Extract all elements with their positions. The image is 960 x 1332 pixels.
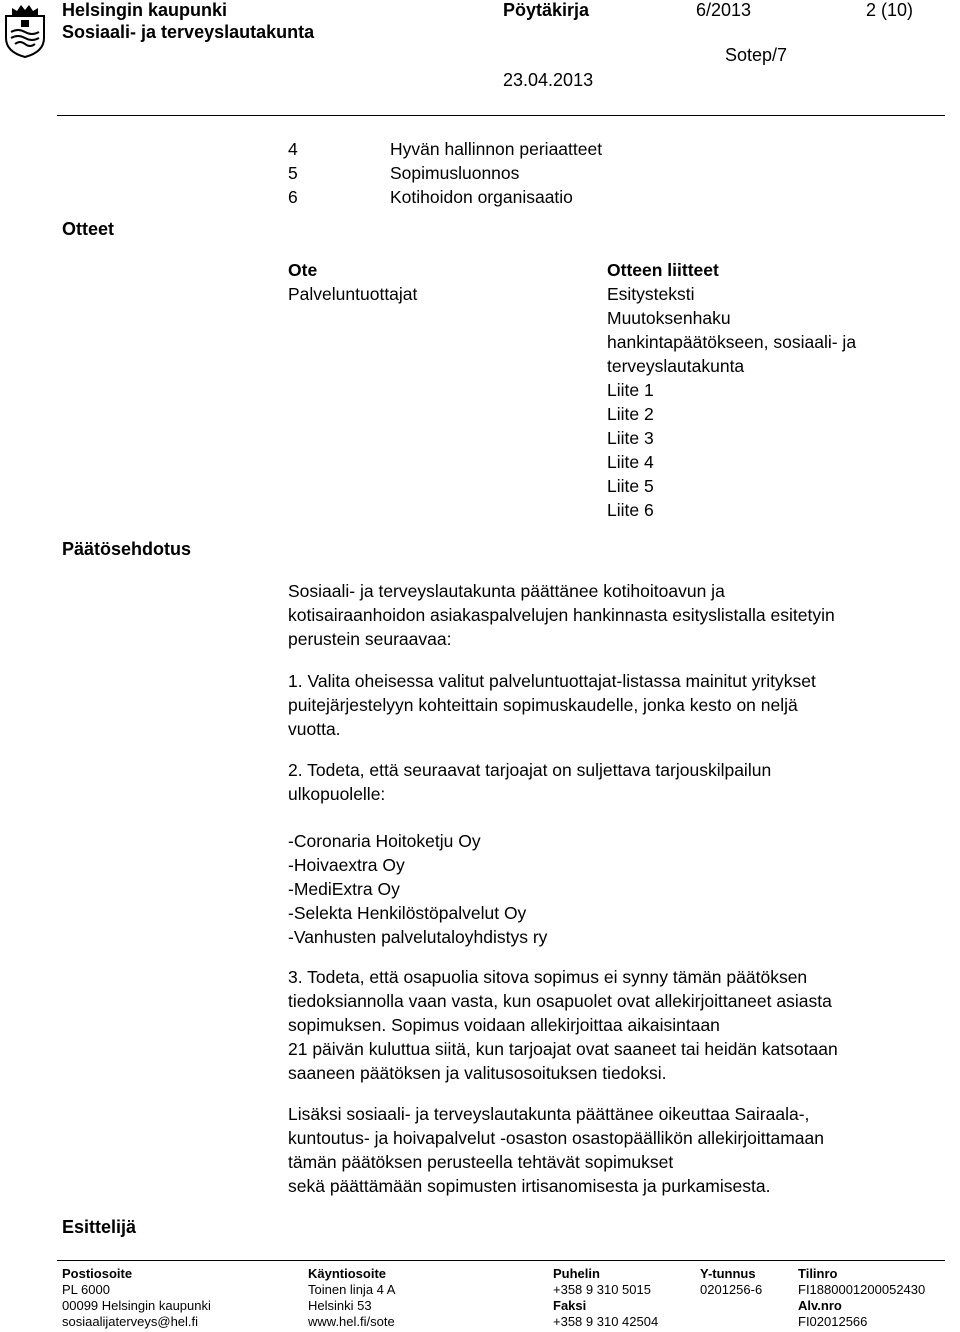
proposal-paragraph-4: [288, 1102, 824, 1198]
footer-ytunnus: [700, 1266, 762, 1298]
helsinki-crest-logo: [3, 2, 47, 58]
list-item: Kotihoidon organisaatio: [390, 187, 573, 207]
list-item: Liite 1: [607, 380, 654, 400]
list-item: terveyslautakunta: [607, 356, 745, 376]
footer-value: +358 9 310 42504: [553, 1314, 659, 1329]
footer-value: 00099 Helsingin kaupunki: [62, 1298, 211, 1313]
text-line: tämän päätöksen perusteella tehtävät sopimukset: [288, 1152, 674, 1172]
text-line: kuntoutus- ja hoivapalvelut -osaston osastopäällikön allekirjoittamaan: [288, 1128, 825, 1148]
organization-name: Helsingin kaupunki: [62, 0, 228, 20]
text-line: vuotta.: [288, 719, 341, 739]
footer-website: www.hel.fi/sote: [308, 1314, 395, 1329]
text-line: ulkopuolelle:: [288, 784, 386, 804]
footer-value: PL 6000: [62, 1282, 110, 1297]
list-item: Liite 6: [607, 500, 654, 520]
footer-label: Puhelin: [553, 1266, 600, 1281]
list-item: Liite 5: [607, 476, 654, 496]
text-line: tiedoksiannolla vaan vasta, kun osapuolet ovat allekirjoittaneet asiasta: [288, 991, 832, 1011]
list-item: Liite 2: [607, 404, 654, 424]
list-number: 5: [288, 163, 298, 183]
committee-name: Sosiaali- ja terveyslautakunta: [62, 22, 315, 42]
list-item: Liite 3: [607, 428, 654, 448]
footer-tilinro: [798, 1266, 925, 1330]
footer-label: Käyntiosoite: [308, 1266, 387, 1281]
list-item: -Selekta Henkilöstöpalvelut Oy: [288, 903, 527, 923]
footer-value: Toinen linja 4 A: [308, 1282, 396, 1297]
footer-value: 0201256-6: [700, 1282, 763, 1297]
footer-label: Tilinro: [798, 1266, 838, 1281]
paatosehdotus-heading: Päätösehdotus: [62, 539, 192, 559]
text-line: 3. Todeta, että osapuolia sitova sopimus ei synny tämän päätöksen: [288, 967, 808, 987]
list-number: 4: [288, 139, 298, 159]
list-item: Hyvän hallinnon periaatteet: [390, 139, 603, 159]
footer-label: Faksi: [553, 1298, 587, 1313]
text-line: puitejärjestelyyn kohteittain sopimuskaudelle, jonka kesto on neljä: [288, 695, 798, 715]
footer-phone-fax: [553, 1266, 658, 1330]
list-item: -Vanhusten palvelutaloyhdistys ry: [288, 927, 548, 947]
text-line: 1. Valita oheisessa valitut palveluntuottajat-listassa mainitut yritykset: [288, 671, 816, 691]
footer-divider: [57, 1260, 945, 1261]
section-id: Sotep/7: [725, 45, 788, 65]
list-number: 6: [288, 187, 298, 207]
list-item: -MediExtra Oy: [288, 879, 400, 899]
footer-email: sosiaalijaterveys@hel.fi: [62, 1314, 199, 1329]
otteet-heading: Otteet: [62, 219, 115, 239]
document-number: 6/2013: [696, 0, 752, 20]
proposal-intro: [288, 579, 835, 651]
footer-kayntiosoite: [308, 1266, 395, 1330]
footer-value: FI02012566: [798, 1314, 868, 1329]
footer-value: +358 9 310 5015: [553, 1282, 651, 1297]
proposal-paragraph-3: [288, 965, 838, 1085]
list-item: -Coronaria Hoitoketju Oy: [288, 831, 481, 851]
text-line: kotisairaanhoidon asiakaspalvelujen hankinnasta esityslistalla esitetyin: [288, 605, 835, 625]
list-item: Sopimusluonnos: [390, 163, 520, 183]
esittelija-heading: Esittelijä: [62, 1217, 137, 1237]
excluded-tenderers-list: [288, 829, 547, 949]
proposal-paragraph-1: [288, 669, 816, 741]
text-line: saaneen päätöksen ja valitusosoituksen tiedoksi.: [288, 1063, 667, 1083]
header-divider: [57, 115, 945, 116]
text-line: sopimuksen. Sopimus voidaan allekirjoittaa aikaisintaan: [288, 1015, 720, 1035]
footer-label: Y-tunnus: [700, 1266, 756, 1281]
footer-postiosoite: [62, 1266, 211, 1330]
text-line: perustein seuraavaa:: [288, 629, 452, 649]
otteen-liitteet-heading: Otteen liitteet: [607, 260, 719, 280]
list-item: -Hoivaextra Oy: [288, 855, 405, 875]
footer-label: Alv.nro: [798, 1298, 842, 1313]
ote-item: Palveluntuottajat: [288, 284, 418, 304]
text-line: 21 päivän kuluttua siitä, kun tarjoajat ovat saaneet tai heidän katsotaan: [288, 1039, 838, 1059]
list-item: Liite 4: [607, 452, 654, 472]
otteen-liitteet-list: [607, 282, 856, 522]
list-item: Muutoksenhaku: [607, 308, 731, 328]
text-line: 2. Todeta, että seuraavat tarjoajat on suljettava tarjouskilpailun: [288, 760, 772, 780]
text-line: Sosiaali- ja terveyslautakunta päättänee kotihoitoavun ja: [288, 581, 725, 601]
page-number: 2 (10): [866, 0, 914, 20]
document-type: Pöytäkirja: [503, 0, 590, 20]
ote-heading: Ote: [288, 260, 318, 280]
list-item: hankintapäätökseen, sosiaali- ja: [607, 332, 857, 352]
footer-value: Helsinki 53: [308, 1298, 372, 1313]
proposal-paragraph-2: [288, 758, 771, 806]
text-line: sekä päättämään sopimusten irtisanomisesta ja purkamisesta.: [288, 1176, 771, 1196]
footer-value: FI1880001200052430: [798, 1282, 926, 1297]
list-item: Esitysteksti: [607, 284, 695, 304]
footer-label: Postiosoite: [62, 1266, 133, 1281]
meeting-date: 23.04.2013: [503, 70, 594, 90]
text-line: Lisäksi sosiaali- ja terveyslautakunta päättänee oikeuttaa Sairaala-,: [288, 1104, 810, 1124]
